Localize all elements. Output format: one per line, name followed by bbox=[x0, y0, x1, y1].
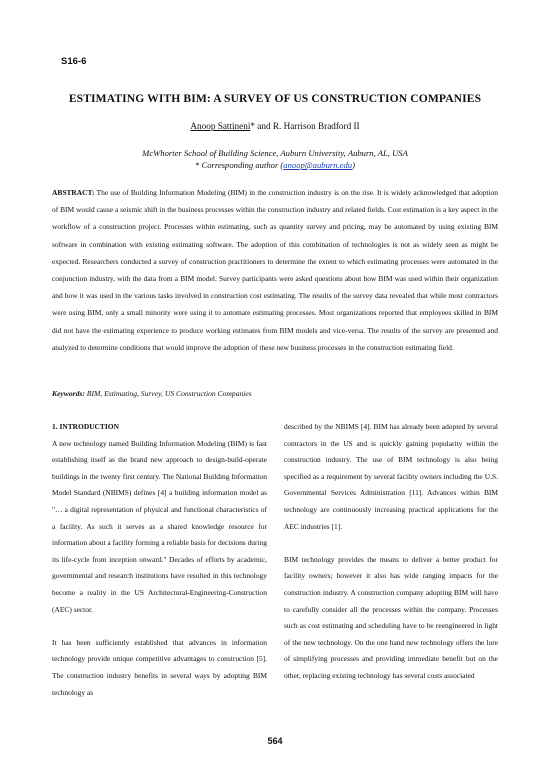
keywords-label: Keywords: bbox=[52, 389, 85, 398]
page-number: 564 bbox=[267, 736, 283, 746]
author-others: * and R. Harrison Bradford II bbox=[250, 121, 360, 131]
body-paragraph: BIM technology provides the means to deliver a better product for facility owners; however it also has wide ranging impacts for the construction industry. A construction company adopting BIM will have to carefully consider all the processes within the company. Processes such as cost estimating and scheduling have to be reengineered in light of the new technology. On the one hand new technology offers the lure of simplifying processes and providing immediate benefit but on the other, replacing existing technology has several costs associated bbox=[284, 554, 498, 680]
body-paragraph: A new technology named Building Information Modeling (BIM) is fast establishing itself as the brand new approach to design-build-operate buildings in the twenty first century. The National Building Information Model Standard (NBIMS) defines [4] a building information model as "… a digital representation of physical and functional characteristics of a facility. As such it serves as a shared knowledge resource for information about a facility forming a reliable basis for decisions during its life-cycle from inception onward." Decades of efforts by academic, governmental and research institutions have resulted in this technology become a reality in the US Architectural-Engineering-Construction (AEC) sector. bbox=[52, 438, 267, 614]
keywords bbox=[52, 389, 498, 398]
corresponding-prefix: * Corresponding author ( bbox=[195, 160, 284, 170]
author-primary: Anoop Sattineni bbox=[190, 121, 251, 131]
paper-title: ESTIMATING WITH BIM: A SURVEY OF US CONSTRUCTION COMPANIES bbox=[68, 92, 482, 105]
left-column bbox=[52, 419, 267, 701]
section-heading-introduction: 1. INTRODUCTION bbox=[52, 422, 119, 431]
affiliation: McWhorter School of Building Science, Auburn University, Auburn, AL, USA bbox=[142, 148, 408, 158]
corresponding-author bbox=[0, 160, 550, 170]
abstract-text: The use of Building Information Modeling (BIM) in the construction industry is on the rise. It is widely acknowledged that adoption of BIM would cause a seismic shift in the business processes within the construction industry and related fields. Cost estimation is a key aspect in the workflow of a construction project. Processes within estimating, such as quantity survey and pricing, may be automated by using existing BIM software in combination with existing estimating software. The adoption of this combination of technologies is not as widely seen as might be expected. Researchers conducted a survey of construction practitioners to determine the extent to which estimating processes were automated in the conjunction industry, with the data from a BIM model. Survey participants were asked questions about how BIM was used within their organization and how it was used in the various tasks involved in construction cost estimating. The results of the survey data revealed that while most contractors were using BIM, only a small minority were using it to automate estimating processes. Most organizations reported that employees skilled in BIM did not have the estimating experience to produce working estimates from BIM models and vice-versa. The results of the survey are presented and analyzed to determine conditions that would improve the adoption of these new business processes in the construction estimating field. bbox=[52, 188, 498, 352]
corresponding-email-link[interactable]: anoop@auburn.edu bbox=[283, 160, 353, 170]
paragraph-gap bbox=[52, 618, 267, 635]
body-paragraph: described by the NBIMS [4]. BIM has already been adopted by several contractors in the US and is quickly gaining popularity within the construction industry. The use of BIM technology is also being specified as a requirement by several facility owners including the U.S. Governmental Services Administration [11]. Advances within BIM technology are continuously increasing practical applications for the AEC industries [1]. bbox=[284, 422, 498, 531]
right-column bbox=[284, 419, 498, 685]
abstract bbox=[52, 184, 498, 356]
paragraph-gap bbox=[284, 535, 498, 552]
author-line bbox=[0, 121, 550, 131]
abstract-label: ABSTRACT: bbox=[52, 188, 95, 197]
session-code: S16-6 bbox=[61, 56, 87, 67]
body-paragraph: It has been sufficiently established that advances in information technology provide unique competitive advantages to construction [5]. The construction industry benefits in several ways by adopting BIM technology as bbox=[52, 637, 267, 697]
corresponding-suffix: ) bbox=[352, 160, 355, 170]
keywords-text: BIM, Estimating, Survey, US Construction Companies bbox=[84, 389, 252, 398]
